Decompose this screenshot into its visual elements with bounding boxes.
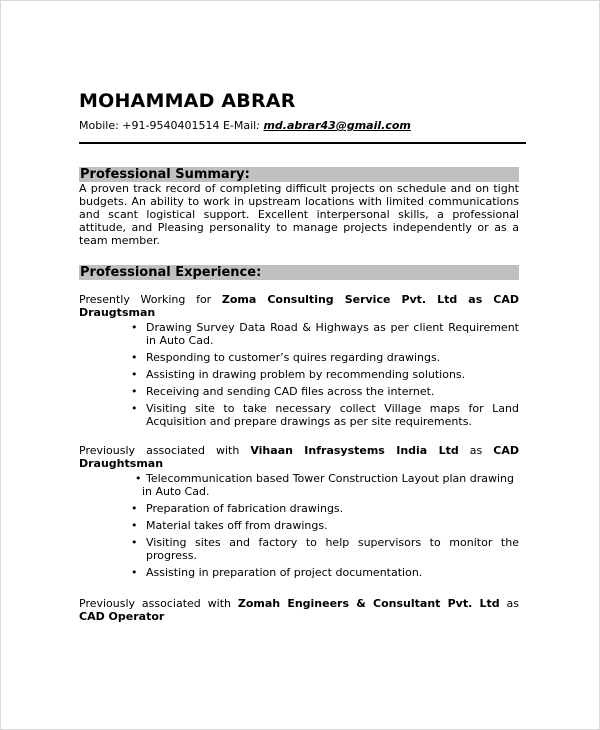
section-header-summary: Professional Summary:: [79, 167, 519, 182]
job-company: Vihaan Infrasystems India Ltd: [250, 444, 459, 457]
list-item: • Drawing Survey Data Road & Highways as per client Requirement in Auto Cad.: [79, 321, 519, 347]
job-duties-list: [79, 321, 519, 428]
email-link[interactable]: md.abrar43@gmail.com: [263, 119, 411, 132]
job-entry: [79, 597, 519, 623]
job-role: Draugtsman: [79, 306, 156, 319]
job-duties-list: [79, 472, 519, 579]
list-item: • Visiting sites and factory to help supervisors to monitor the progress.: [79, 536, 519, 562]
job-role: CAD Operator: [79, 610, 165, 623]
list-item: • Receiving and sending CAD files across the internet.: [79, 385, 519, 398]
email-colon: :: [256, 119, 264, 132]
mobile-number: +91-9540401514: [122, 119, 220, 132]
job-role-start: CAD: [493, 444, 519, 457]
job-as: as: [458, 444, 494, 457]
job-entry: [79, 444, 519, 470]
job-prefix: Previously associated with: [79, 597, 238, 610]
job-role: Draughtsman: [79, 457, 164, 470]
list-item: • Assisting in preparation of project documentation.: [79, 566, 519, 579]
list-item: • Assisting in drawing problem by recommending solutions.: [79, 368, 519, 381]
resume-content: [79, 90, 519, 623]
email-label: E-Mail: [222, 119, 257, 132]
header-divider: [79, 142, 526, 144]
list-item: • Material takes off from drawings.: [79, 519, 519, 532]
contact-line: [79, 119, 519, 132]
list-item: • Responding to customer’s quires regarding drawings.: [79, 351, 519, 364]
job-company: Zoma Consulting Service Pvt. Ltd as CAD: [221, 293, 519, 306]
job-entry: [79, 293, 519, 319]
list-item: • Preparation of fabrication drawings.: [79, 502, 519, 515]
mobile-label: Mobile:: [79, 119, 123, 132]
job-prefix: Previously associated with: [79, 444, 251, 457]
summary-text: A proven track record of completing difficult projects on schedule and on tight budgets. An ability to work in upstream locations with limited communications and scant logistical support. Excellent interpersonal skills, a professional attitude, and Pleasing personality to manage projects independently or as a team member.: [79, 182, 519, 247]
list-item: • Telecommunication based Tower Construction Layout plan drawing in Auto Cad.: [79, 472, 519, 498]
job-as: as: [499, 597, 519, 610]
candidate-name: MOHAMMAD ABRAR: [79, 90, 296, 112]
job-prefix: Presently Working for: [79, 293, 222, 306]
section-header-experience: Professional Experience:: [79, 265, 519, 280]
job-company: Zomah Engineers & Consultant Pvt. Ltd: [237, 597, 500, 610]
list-item: • Visiting site to take necessary collect Village maps for Land Acquisition and prepare drawings as per site requirements.: [79, 402, 519, 428]
